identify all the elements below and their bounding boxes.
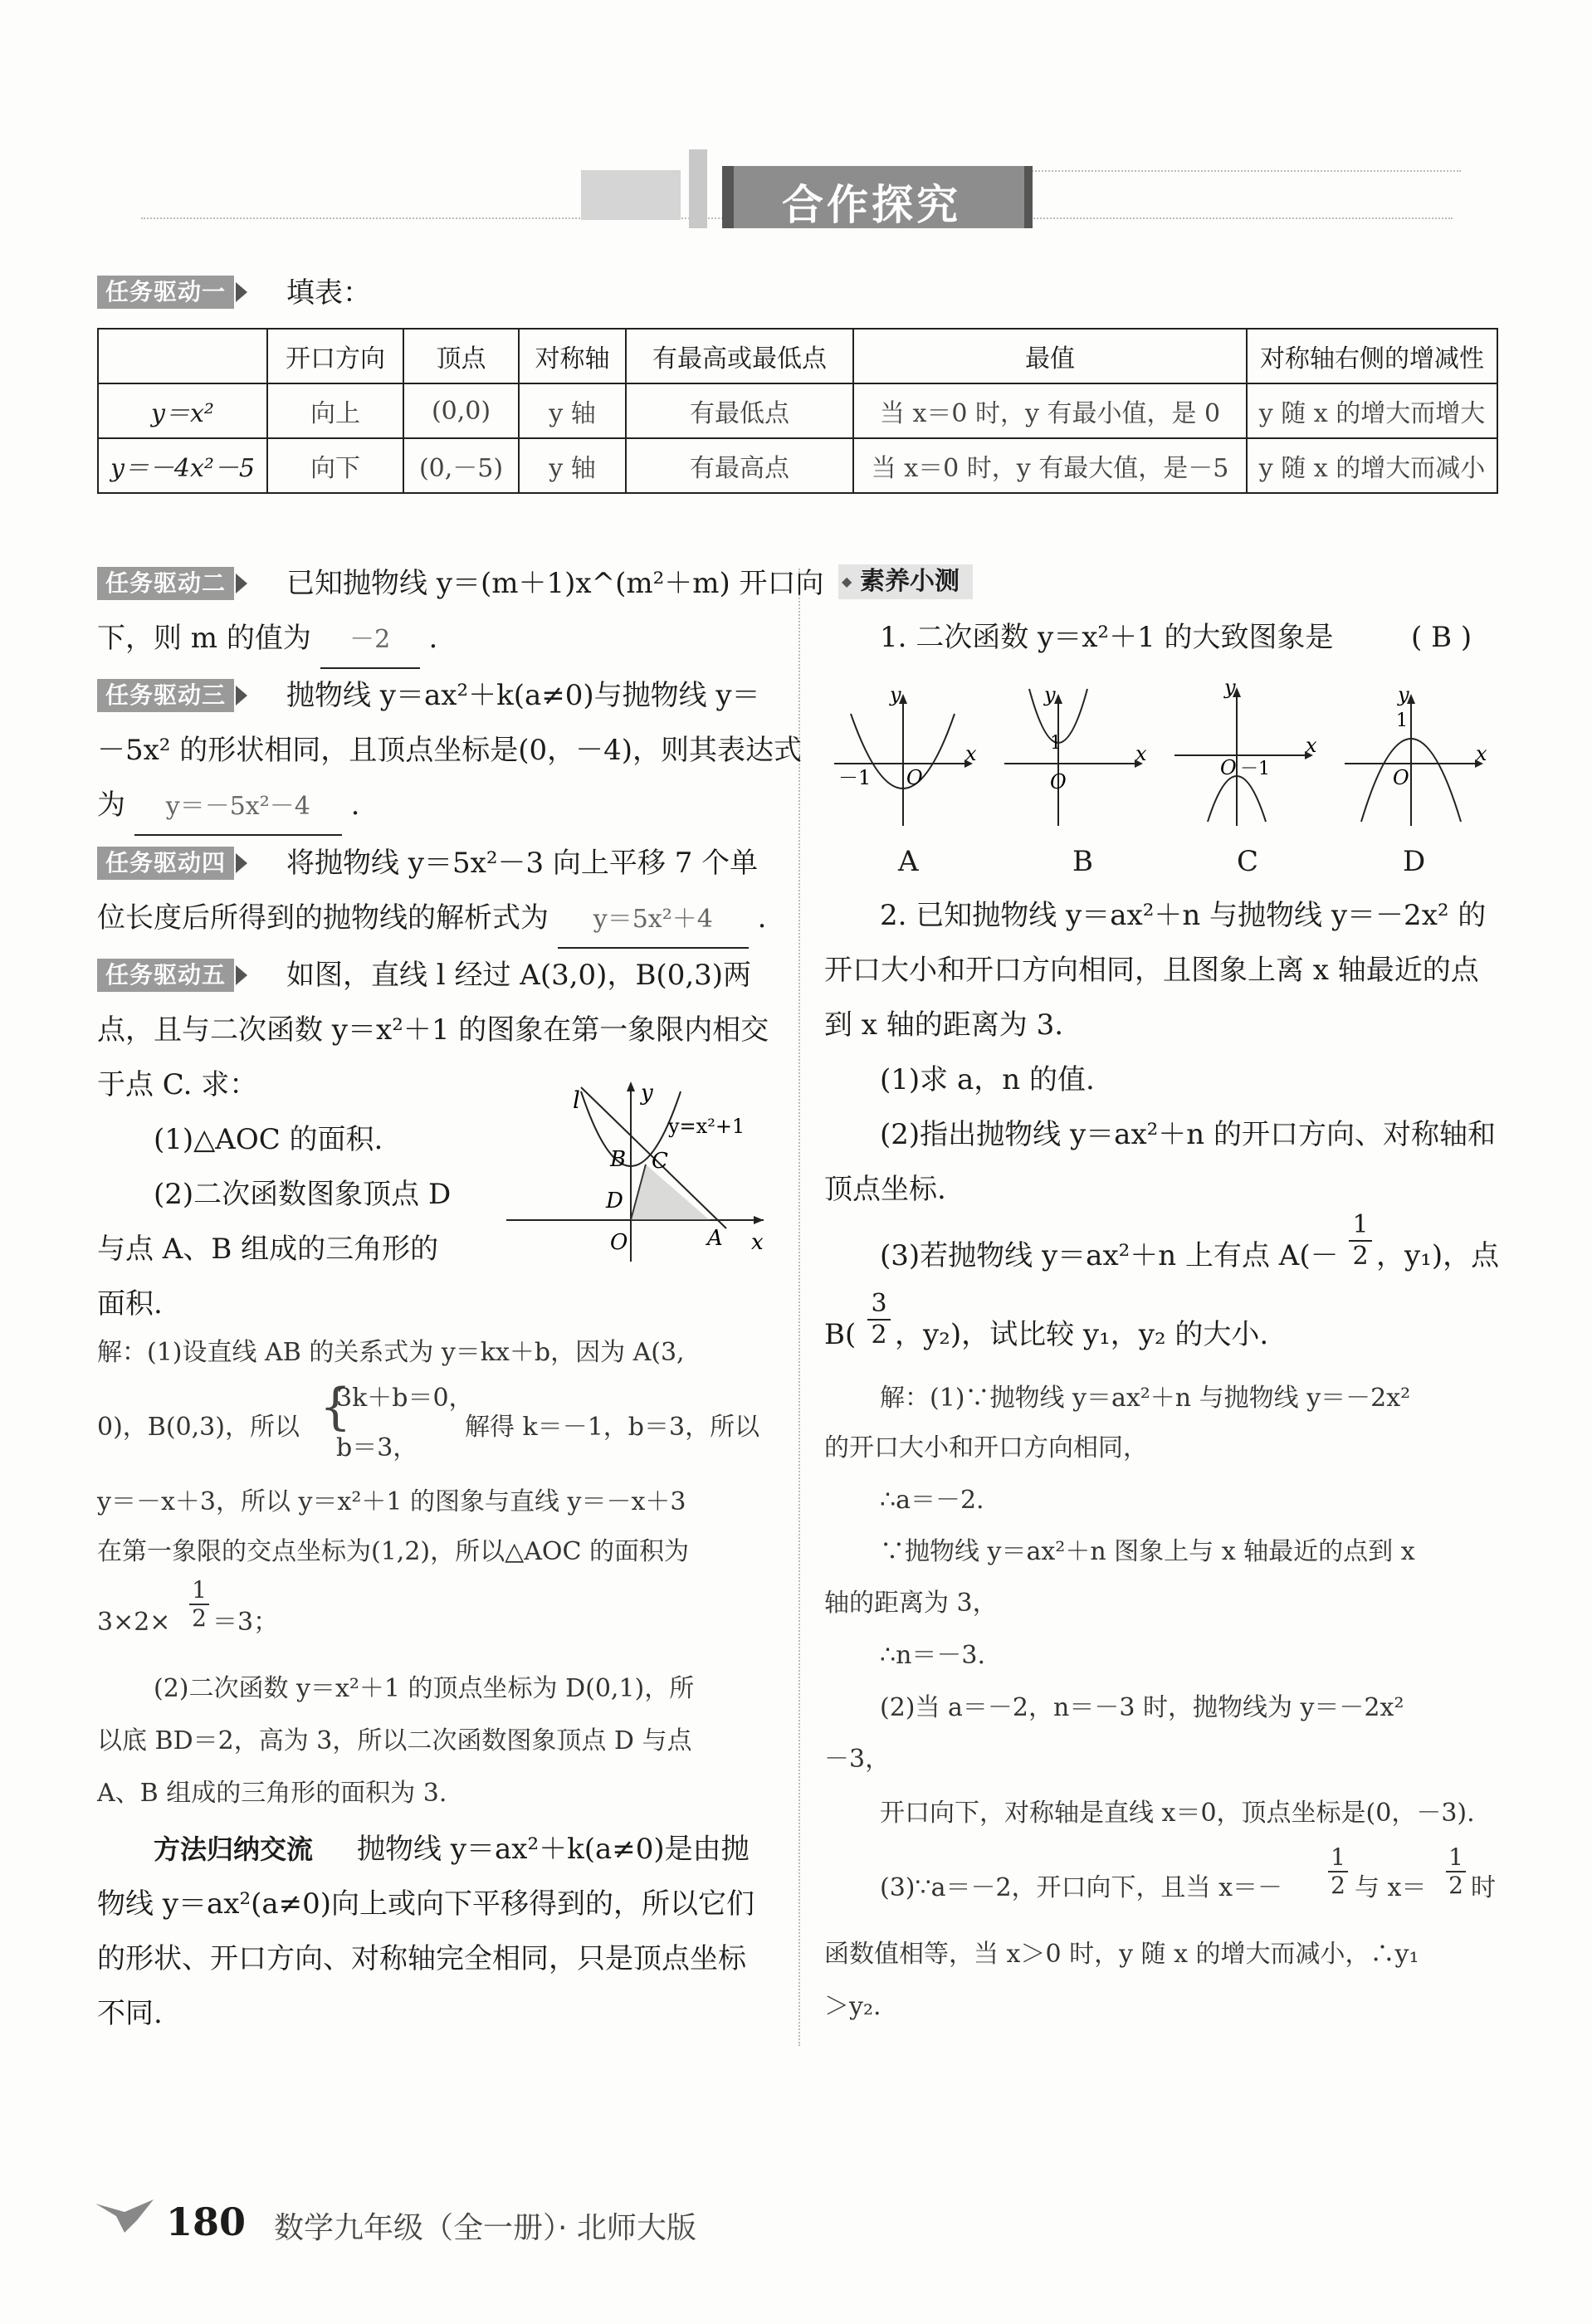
q2-solution-line: 的开口大小和开口方向相同， bbox=[824, 1433, 1148, 1462]
graph-d bbox=[1345, 683, 1487, 826]
q2-solution-line: ∴n＝－3. bbox=[880, 1641, 986, 1670]
table-cell: y 轴 bbox=[519, 438, 626, 493]
q2-line: 到 x 轴的距离为 3. bbox=[824, 1008, 1064, 1042]
fraction-numerator: 1 bbox=[1331, 1843, 1345, 1871]
q2-line: 开口大小和开口方向相同，且图象上离 x 轴最近的点 bbox=[824, 954, 1479, 987]
fraction-denominator: 2 bbox=[1349, 1240, 1372, 1272]
fraction-numerator: 3 bbox=[871, 1289, 887, 1318]
fraction-three-halves bbox=[867, 1289, 891, 1350]
task3-line3-text: 为 bbox=[97, 788, 125, 822]
graph-b-one: 1 bbox=[1050, 733, 1062, 754]
fraction-numerator: 1 bbox=[1352, 1210, 1369, 1239]
bird-logo-icon bbox=[91, 2195, 158, 2237]
q2-solution-line: 与 x＝ bbox=[1355, 1873, 1427, 1902]
q1-answer: ( B ) bbox=[1411, 621, 1472, 654]
table-cell: 向上 bbox=[267, 383, 403, 438]
task1-table bbox=[97, 328, 1498, 494]
task5-solution-line: 在第一象限的交点坐标为(1,2)，所以△AOC 的面积为 bbox=[97, 1537, 689, 1566]
graph-a-y: y bbox=[890, 683, 901, 706]
graph-c-m1: －1 bbox=[1240, 759, 1270, 779]
graph-d-one: 1 bbox=[1396, 710, 1408, 731]
quiz-title: ◆ 素养小测 bbox=[838, 564, 973, 599]
fraction-numerator: 1 bbox=[1448, 1843, 1463, 1871]
task5-line: 点，且与二次函数 y＝x²＋1 的图象在第一象限内相交 bbox=[97, 1013, 769, 1047]
graph-a-m1: －1 bbox=[838, 766, 872, 789]
fraction-half-a bbox=[1328, 1844, 1348, 1899]
table-cell: 当 x＝0 时，y 有最小值，是 0 bbox=[853, 383, 1247, 438]
q2-line: (1)求 a，n 的值. bbox=[880, 1063, 1095, 1096]
task5-solution-line: 解：(1)设直线 AB 的关系式为 y＝kx＋b，因为 A(3, bbox=[97, 1338, 685, 1367]
task2-line2-text: 下，则 m 的值为 bbox=[97, 622, 311, 655]
method-line: 抛物线 y＝ax²＋k(a≠0)是由抛 bbox=[357, 1833, 750, 1866]
label-curve: y=x²+1 bbox=[668, 1115, 745, 1138]
method-line: 不同. bbox=[97, 1997, 163, 2030]
task3-end: . bbox=[350, 788, 360, 822]
label-a: A bbox=[707, 1226, 723, 1251]
fraction-denominator: 2 bbox=[189, 1604, 209, 1632]
task2-line1: 已知抛物线 y＝(m＋1)x^(m²＋m) 开口向 bbox=[286, 567, 824, 600]
task5-solution-line: ＝3； bbox=[212, 1608, 279, 1637]
q2-solution-line: (3)∵a＝－2，开口向下，且当 x＝－ bbox=[880, 1873, 1283, 1902]
graph-d-o: O bbox=[1393, 766, 1409, 789]
label-c: C bbox=[652, 1149, 668, 1174]
task5-line: (1)△AOC 的面积. bbox=[154, 1123, 383, 1156]
fraction-denominator: 2 bbox=[1328, 1871, 1348, 1899]
table-row bbox=[98, 438, 1497, 493]
task5-solution-line: y＝－x＋3，所以 y＝x²＋1 的图象与直线 y＝－x＋3 bbox=[97, 1487, 686, 1516]
graph-c-y: y bbox=[1224, 681, 1236, 699]
graph-d-x: x bbox=[1476, 742, 1487, 765]
table-row bbox=[98, 383, 1497, 438]
task3-line2: －5x² 的形状相同，且顶点坐标是(0，－4)，则其表达式 bbox=[97, 734, 803, 767]
graph-a-x: x bbox=[965, 742, 977, 765]
graph-d-y: y bbox=[1398, 683, 1409, 706]
q1-option-b: B bbox=[1072, 845, 1093, 878]
table-cell: y 随 x 的增大而增大 bbox=[1247, 383, 1497, 438]
q2-line: (2)指出抛物线 y＝ax²＋n 的开口方向、对称轴和 bbox=[880, 1118, 1496, 1151]
q2-line: ，y₁)，点 bbox=[1376, 1239, 1500, 1272]
q2-solution-line: ∴a＝－2. bbox=[880, 1486, 984, 1515]
book-title: 数学九年级（全一册）· 北师大版 bbox=[274, 2211, 696, 2245]
task4-answer: y＝5x²＋4 bbox=[558, 892, 749, 949]
label-d: D bbox=[606, 1189, 623, 1213]
table-header-cell: 有最高或最低点 bbox=[626, 329, 853, 383]
task5-solution-line: (2)二次函数 y＝x²＋1 的顶点坐标为 D(0,1)，所 bbox=[154, 1674, 695, 1703]
task2-answer: －2 bbox=[320, 613, 420, 669]
table-header-cell: 对称轴 bbox=[519, 329, 626, 383]
q2-line: 顶点坐标. bbox=[824, 1173, 946, 1206]
table-header-row bbox=[98, 329, 1497, 383]
task4-line1: 将抛物线 y＝5x²－3 向上平移 7 个单 bbox=[286, 847, 759, 880]
table-cell: 有最低点 bbox=[626, 383, 853, 438]
label-o: O bbox=[610, 1230, 628, 1255]
task4-end: . bbox=[757, 901, 767, 935]
task3-line1: 抛物线 y＝ax²＋k(a≠0)与抛物线 y＝ bbox=[286, 679, 760, 712]
fraction-one-half bbox=[189, 1577, 209, 1632]
table-cell: y 轴 bbox=[519, 383, 626, 438]
graph-c bbox=[1174, 681, 1317, 826]
task5-solution-line: 以底 BD＝2，高为 3，所以二次函数图象顶点 D 与点 bbox=[97, 1726, 692, 1755]
y-axis-arrow bbox=[627, 1081, 635, 1091]
table-header-cell: 最值 bbox=[853, 329, 1247, 383]
q2-solution-line: 轴的距离为 3， bbox=[824, 1589, 998, 1618]
table-cell: y＝－4x²－5 bbox=[98, 438, 267, 493]
method-line: 的形状、开口方向、对称轴完全相同，只是顶点坐标 bbox=[97, 1942, 746, 1975]
label-y: y bbox=[641, 1081, 653, 1106]
section-title: 合作探究 bbox=[782, 181, 961, 229]
table-cell: 向下 bbox=[267, 438, 403, 493]
table-cell: 当 x＝0 时，y 有最大值，是－5 bbox=[853, 438, 1247, 493]
q2-solution-line: ∵抛物线 y＝ax²＋n 图象上与 x 轴最近的点到 x bbox=[880, 1537, 1415, 1566]
table-cell: y 随 x 的增大而减小 bbox=[1247, 438, 1497, 493]
task5-line: (2)二次函数图象顶点 D bbox=[154, 1178, 452, 1211]
task3-answer: y＝－5x²－4 bbox=[134, 779, 342, 836]
table-cell: (0,0) bbox=[403, 383, 519, 438]
q2-line: 2. 已知抛物线 y＝ax²＋n 与抛物线 y＝－2x² 的 bbox=[880, 899, 1487, 932]
q2-solution-line: (2)当 a＝－2，n＝－3 时，抛物线为 y＝－2x² bbox=[880, 1693, 1404, 1722]
q1-graphs bbox=[830, 681, 1494, 830]
q2-solution-line: ＞y₂. bbox=[824, 1992, 881, 2021]
label-l: l bbox=[573, 1086, 580, 1114]
table-header-cell: 顶点 bbox=[403, 329, 519, 383]
header-decoration bbox=[581, 170, 681, 220]
q2-solution-line: －3， bbox=[824, 1745, 891, 1774]
table-cell: 有最高点 bbox=[626, 438, 853, 493]
method-title: 方法归纳交流 bbox=[154, 1833, 314, 1865]
graph-a-o: O bbox=[906, 766, 923, 789]
q2-solution-line: 时 bbox=[1471, 1873, 1496, 1902]
task2-tag: 任务驱动二 bbox=[97, 567, 234, 600]
header-decoration-bar bbox=[689, 149, 707, 228]
label-b: B bbox=[610, 1147, 627, 1172]
q2-line: (3)若抛物线 y＝ax²＋n 上有点 A(－ bbox=[880, 1239, 1339, 1272]
task1-intro: 填表： bbox=[286, 276, 371, 310]
q1-text: 1. 二次函数 y＝x²＋1 的大致图象是 bbox=[880, 621, 1334, 654]
task5-solution-line: 3×2× bbox=[97, 1608, 171, 1637]
task5-line: 如图，直线 l 经过 A(3,0)，B(0,3)两 bbox=[286, 959, 752, 992]
page-number: 180 bbox=[166, 2200, 247, 2244]
table-cell: (0,－5) bbox=[403, 438, 519, 493]
graph-b bbox=[1004, 683, 1147, 826]
task3-line3 bbox=[97, 778, 359, 836]
task5-line: 面积. bbox=[97, 1287, 163, 1321]
graph-b-o: O bbox=[1050, 770, 1067, 793]
q1-option-d: D bbox=[1403, 845, 1426, 878]
task4-line2-text: 位长度后所得到的抛物线的解析式为 bbox=[97, 901, 549, 935]
task4-tag: 任务驱动四 bbox=[97, 847, 234, 880]
graph-c-x: x bbox=[1306, 734, 1317, 757]
task1-tag: 任务驱动一 bbox=[97, 276, 234, 309]
table-header-cell: 开口方向 bbox=[267, 329, 403, 383]
table-header-cell: 对称轴右侧的增减性 bbox=[1247, 329, 1497, 383]
q2-solution-line: 解：(1)∵抛物线 y＝ax²＋n 与抛物线 y＝－2x² bbox=[880, 1384, 1411, 1413]
q2-line: B( bbox=[824, 1318, 857, 1351]
task3-tag: 任务驱动三 bbox=[97, 679, 234, 712]
task5-figure bbox=[498, 1075, 772, 1266]
task5-solution-system: b＝3， bbox=[336, 1433, 418, 1462]
graph-c-o: O bbox=[1220, 756, 1237, 779]
column-divider bbox=[798, 569, 800, 2046]
q1-option-a: A bbox=[898, 845, 919, 878]
brace: { bbox=[320, 1378, 352, 1436]
task4-line2 bbox=[97, 891, 766, 949]
q2-solution-line: 函数值相等，当 x＞0 时，y 随 x 的增大而减小，∴y₁ bbox=[824, 1940, 1419, 1969]
task5-line: 与点 A、B 组成的三角形的 bbox=[97, 1233, 439, 1266]
q1-option-c: C bbox=[1237, 845, 1259, 878]
q2-line: ，y₂)，试比较 y₁，y₂ 的大小. bbox=[895, 1318, 1269, 1351]
table-header-cell bbox=[98, 329, 267, 383]
q2-solution-line: 开口向下，对称轴是直线 x＝0，顶点坐标是(0，－3). bbox=[880, 1799, 1475, 1828]
fraction-denominator: 2 bbox=[1446, 1871, 1466, 1899]
task5-solution-system: 3k＋b＝0， bbox=[336, 1384, 474, 1413]
task5-tag: 任务驱动五 bbox=[97, 959, 234, 992]
task2-end: . bbox=[428, 622, 438, 655]
fraction-denominator: 2 bbox=[867, 1319, 891, 1350]
graph-a bbox=[834, 683, 977, 826]
fraction-numerator: 1 bbox=[192, 1576, 207, 1604]
fraction-half-b bbox=[1446, 1844, 1466, 1899]
graph-b-x: x bbox=[1135, 742, 1147, 765]
task5-solution-line: 解得 k＝－1，b＝3，所以 bbox=[465, 1413, 760, 1442]
task5-solution-line: 0)，B(0,3)，所以 bbox=[97, 1413, 300, 1442]
x-axis-arrow bbox=[754, 1216, 764, 1224]
task5-solution-line: A、B 组成的三角形的面积为 3. bbox=[97, 1779, 447, 1808]
table-cell: y＝x² bbox=[98, 383, 267, 438]
method-line: 物线 y＝ax²(a≠0)向上或向下平移得到的，所以它们 bbox=[97, 1887, 755, 1921]
task5-line: 于点 C. 求： bbox=[97, 1068, 258, 1101]
fraction-neg-half bbox=[1349, 1210, 1372, 1272]
label-x: x bbox=[751, 1230, 764, 1255]
graph-b-y: y bbox=[1044, 683, 1056, 706]
task2-line2 bbox=[97, 611, 437, 669]
